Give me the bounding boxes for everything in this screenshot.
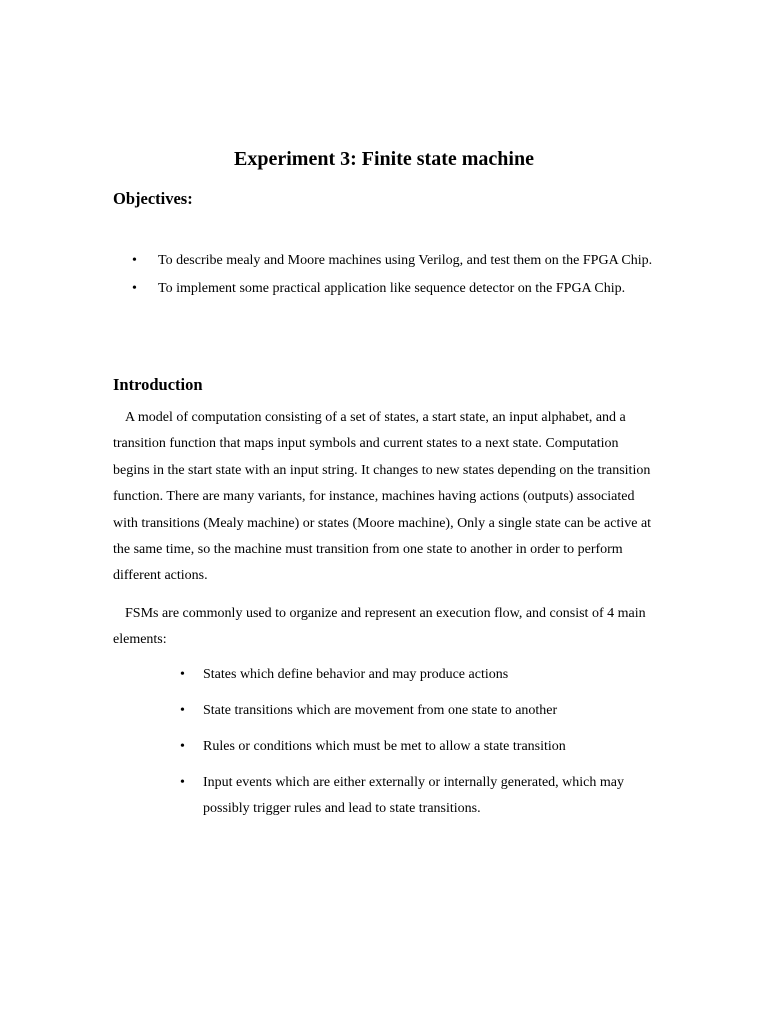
- fsm-element-item: [158, 662, 638, 688]
- objective-item: [113, 247, 653, 274]
- fsm-elements-list: [158, 662, 638, 832]
- fsm-element-item: [158, 770, 638, 822]
- bullet-icon: •: [180, 667, 185, 682]
- objective-text: To describe mealy and Moore machines using Verilog, and test them on the FPGA Chip.: [158, 253, 653, 268]
- introduction-heading: Introduction: [113, 375, 203, 394]
- fsm-elements-paragraph: FSMs are commonly used to organize and represent an execution flow, and consist of 4 main elements:: [113, 606, 646, 648]
- bullet-icon: •: [132, 253, 137, 268]
- document-title: Experiment 3: Finite state machine: [234, 148, 534, 170]
- objective-item: [113, 275, 653, 302]
- fsm-element-text: States which define behavior and may produce actions: [203, 667, 509, 682]
- bullet-icon: •: [132, 281, 137, 296]
- objective-text: To implement some practical application like sequence detector on the FPGA Chip.: [158, 281, 626, 296]
- bullet-icon: •: [180, 775, 185, 790]
- introduction-paragraph: A model of computation consisting of a set of states, a start state, an input alphabet, and a transition function that maps input symbols and current states to a next state. Computation begins in the start state with an input string. It changes to new states depending on the transition function. There are many variants, for instance, machines having actions (outputs) associated with transitions (Mealy machine) or states (Moore machine), Only a single state can be active at the same time, so the machine must transition from one state to another in order to perform different actions.: [113, 410, 652, 584]
- fsm-element-text: Input events which are either externally or internally generated, which may possibly trigger rules and lead to state transitions.: [203, 775, 624, 816]
- fsm-element-text: Rules or conditions which must be met to allow a state transition: [203, 739, 566, 754]
- fsm-element-text: State transitions which are movement from one state to another: [203, 703, 558, 718]
- objectives-heading: Objectives:: [113, 189, 193, 208]
- fsm-element-item: [158, 734, 638, 760]
- bullet-icon: •: [180, 739, 185, 754]
- fsm-element-item: [158, 698, 638, 724]
- objectives-list: [113, 247, 653, 303]
- bullet-icon: •: [180, 703, 185, 718]
